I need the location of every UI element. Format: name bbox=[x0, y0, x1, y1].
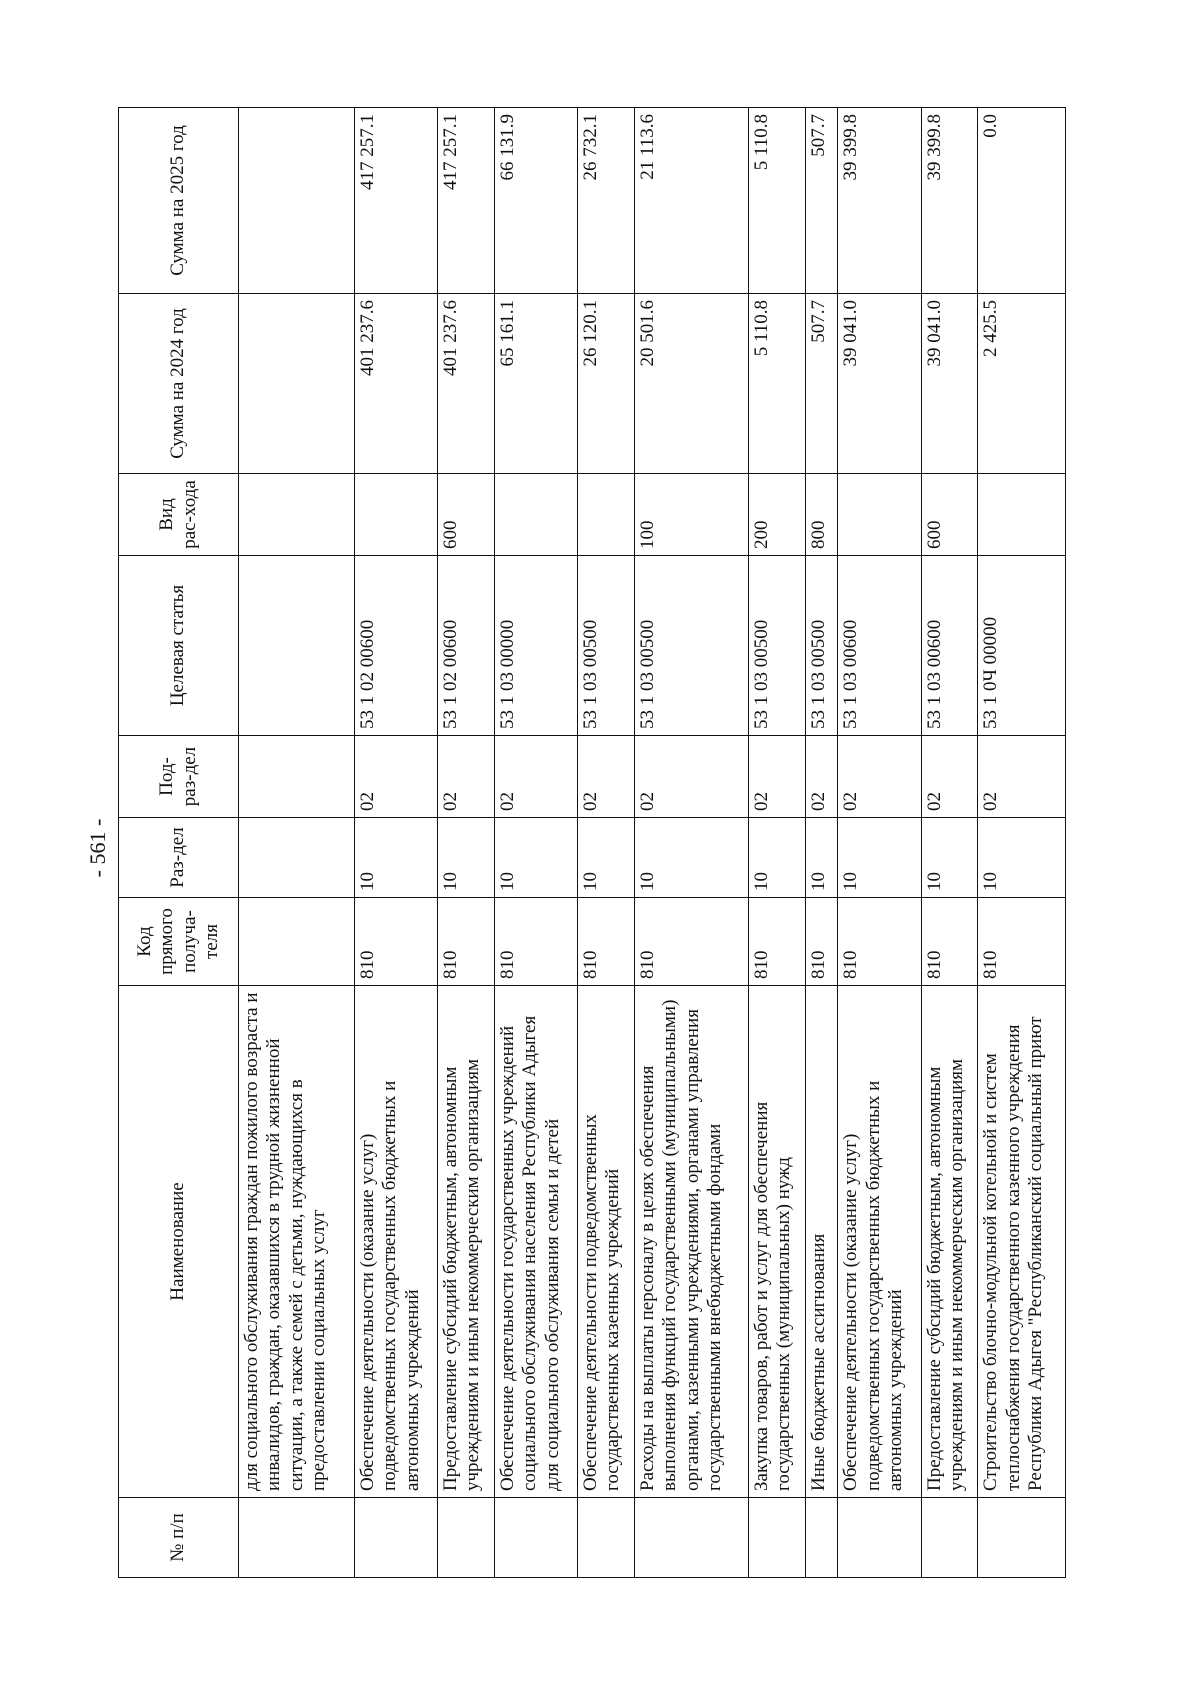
cell-subsection: 02 bbox=[494, 736, 577, 818]
cell-code: 810 bbox=[494, 898, 577, 986]
cell-subsection: 02 bbox=[438, 736, 495, 818]
cell-section: 10 bbox=[838, 818, 921, 898]
cell-sum-2025: 5 110.8 bbox=[748, 108, 805, 294]
cell-exp-type bbox=[578, 474, 635, 556]
cell-sum-2024: 507.7 bbox=[805, 294, 838, 474]
table-row bbox=[239, 108, 355, 1578]
cell-num bbox=[494, 1498, 577, 1578]
cell-exp-type: 800 bbox=[805, 474, 838, 556]
cell-target: 53 1 03 00500 bbox=[578, 556, 635, 736]
budget-table bbox=[118, 107, 1066, 1578]
cell-target: 53 1 02 00600 bbox=[438, 556, 495, 736]
cell-subsection: 02 bbox=[578, 736, 635, 818]
table-header-row bbox=[119, 108, 239, 1578]
cell-num bbox=[748, 1498, 805, 1578]
table-row bbox=[438, 108, 495, 1578]
cell-num bbox=[578, 1498, 635, 1578]
header-exp-type: Вид рас-хода bbox=[119, 474, 239, 556]
cell-target: 53 1 03 00000 bbox=[494, 556, 577, 736]
cell-sum-2025: 507.7 bbox=[805, 108, 838, 294]
cell-num bbox=[239, 1498, 355, 1578]
cell-exp-type: 100 bbox=[634, 474, 748, 556]
cell-exp-type bbox=[978, 474, 1066, 556]
cell-subsection bbox=[239, 736, 355, 818]
cell-subsection: 02 bbox=[354, 736, 437, 818]
cell-target: 53 1 03 00500 bbox=[634, 556, 748, 736]
cell-section: 10 bbox=[978, 818, 1066, 898]
cell-exp-type bbox=[354, 474, 437, 556]
cell-sum-2025: 417 257.1 bbox=[354, 108, 437, 294]
cell-section: 10 bbox=[921, 818, 978, 898]
cell-name: Обеспечение деятельности (оказание услуг) подведомственных государственных бюджетных и автономных учреждений bbox=[838, 986, 921, 1498]
cell-sum-2025: 39 399.8 bbox=[838, 108, 921, 294]
cell-sum-2024: 401 237.6 bbox=[354, 294, 437, 474]
cell-target: 53 1 03 00600 bbox=[838, 556, 921, 736]
cell-name: Строительство блочно-модульной котельной и систем теплоснабжения государственного казенного учреждения Республики Адыгея "Республиканский социальный приют bbox=[978, 986, 1066, 1498]
cell-target bbox=[239, 556, 355, 736]
cell-sum-2024 bbox=[239, 294, 355, 474]
cell-name: Иные бюджетные ассигнования bbox=[805, 986, 838, 1498]
header-subsection: Под-раз-дел bbox=[119, 736, 239, 818]
cell-exp-type: 600 bbox=[438, 474, 495, 556]
cell-sum-2024: 401 237.6 bbox=[438, 294, 495, 474]
cell-sum-2024: 65 161.1 bbox=[494, 294, 577, 474]
cell-sum-2025: 26 732.1 bbox=[578, 108, 635, 294]
table-row bbox=[838, 108, 921, 1578]
header-num: № п/п bbox=[119, 1498, 239, 1578]
cell-sum-2025: 0.0 bbox=[978, 108, 1066, 294]
cell-code: 810 bbox=[354, 898, 437, 986]
cell-target: 53 1 0Ч 00000 bbox=[978, 556, 1066, 736]
table-row bbox=[354, 108, 437, 1578]
cell-code: 810 bbox=[748, 898, 805, 986]
cell-sum-2024: 20 501.6 bbox=[634, 294, 748, 474]
page-number-text: - 561 - bbox=[85, 818, 110, 878]
cell-name: Закупка товаров, работ и услуг для обеспечения государственных (муниципальных) нужд bbox=[748, 986, 805, 1498]
cell-target: 53 1 03 00500 bbox=[805, 556, 838, 736]
cell-sum-2025: 66 131.9 bbox=[494, 108, 577, 294]
cell-code: 810 bbox=[921, 898, 978, 986]
cell-exp-type bbox=[494, 474, 577, 556]
budget-table-container bbox=[118, 108, 1066, 1578]
cell-code: 810 bbox=[634, 898, 748, 986]
cell-target: 53 1 03 00500 bbox=[748, 556, 805, 736]
cell-sum-2025 bbox=[239, 108, 355, 294]
cell-subsection: 02 bbox=[748, 736, 805, 818]
cell-subsection: 02 bbox=[634, 736, 748, 818]
cell-code bbox=[239, 898, 355, 986]
cell-name: Предоставление субсидий бюджетным, автономным учреждениям и иным некоммерческим организациям bbox=[921, 986, 978, 1498]
cell-name: Обеспечение деятельности государственных учреждений социального обслуживания населения Республики Адыгея для социального обслуживания семьи и детей bbox=[494, 986, 577, 1498]
cell-subsection: 02 bbox=[921, 736, 978, 818]
cell-exp-type bbox=[838, 474, 921, 556]
cell-code: 810 bbox=[978, 898, 1066, 986]
cell-name: Обеспечение деятельности подведомственных государственных казенных учреждений bbox=[578, 986, 635, 1498]
cell-num bbox=[921, 1498, 978, 1578]
cell-sum-2024: 26 120.1 bbox=[578, 294, 635, 474]
cell-sum-2025: 39 399.8 bbox=[921, 108, 978, 294]
cell-sum-2024: 2 425.5 bbox=[978, 294, 1066, 474]
cell-section: 10 bbox=[805, 818, 838, 898]
table-row bbox=[494, 108, 577, 1578]
table-row bbox=[978, 108, 1066, 1578]
cell-section: 10 bbox=[634, 818, 748, 898]
cell-code: 810 bbox=[838, 898, 921, 986]
header-sum-2024: Сумма на 2024 год bbox=[119, 294, 239, 474]
header-name: Наименование bbox=[119, 986, 239, 1498]
cell-sum-2024: 39 041.0 bbox=[921, 294, 978, 474]
table-row bbox=[805, 108, 838, 1578]
cell-code: 810 bbox=[578, 898, 635, 986]
header-target: Целевая статья bbox=[119, 556, 239, 736]
cell-section: 10 bbox=[438, 818, 495, 898]
header-sum-2025: Сумма на 2025 год bbox=[119, 108, 239, 294]
cell-num bbox=[838, 1498, 921, 1578]
cell-code: 810 bbox=[438, 898, 495, 986]
table-row bbox=[578, 108, 635, 1578]
cell-name: для социального обслуживания граждан пожилого возраста и инвалидов, граждан, оказавшихся в трудной жизненной ситуации, а также семей с детьми, нуждающихся в предоставлении социальных услуг bbox=[239, 986, 355, 1498]
cell-num bbox=[805, 1498, 838, 1578]
cell-section bbox=[239, 818, 355, 898]
cell-num bbox=[978, 1498, 1066, 1578]
cell-exp-type: 200 bbox=[748, 474, 805, 556]
cell-section: 10 bbox=[748, 818, 805, 898]
cell-code: 810 bbox=[805, 898, 838, 986]
cell-exp-type: 600 bbox=[921, 474, 978, 556]
cell-section: 10 bbox=[354, 818, 437, 898]
cell-target: 53 1 02 00600 bbox=[354, 556, 437, 736]
cell-target: 53 1 03 00600 bbox=[921, 556, 978, 736]
cell-sum-2024: 39 041.0 bbox=[838, 294, 921, 474]
cell-subsection: 02 bbox=[838, 736, 921, 818]
cell-sum-2024: 5 110.8 bbox=[748, 294, 805, 474]
cell-section: 10 bbox=[578, 818, 635, 898]
cell-sum-2025: 417 257.1 bbox=[438, 108, 495, 294]
cell-name: Предоставление субсидий бюджетным, автономным учреждениям и иным некоммерческим организациям bbox=[438, 986, 495, 1498]
header-section: Раз-дел bbox=[119, 818, 239, 898]
cell-subsection: 02 bbox=[805, 736, 838, 818]
table-row bbox=[634, 108, 748, 1578]
cell-num bbox=[438, 1498, 495, 1578]
cell-sum-2025: 21 113.6 bbox=[634, 108, 748, 294]
table-row bbox=[748, 108, 805, 1578]
cell-num bbox=[634, 1498, 748, 1578]
table-row bbox=[921, 108, 978, 1578]
cell-exp-type bbox=[239, 474, 355, 556]
header-code: Код прямого получа-теля bbox=[119, 898, 239, 986]
cell-section: 10 bbox=[494, 818, 577, 898]
cell-name: Расходы на выплаты персоналу в целях обеспечения выполнения функций государственными (муниципальными) органами, казенными учреждениями, органами управления государственными внебюджетными фондами bbox=[634, 986, 748, 1498]
cell-name: Обеспечение деятельности (оказание услуг) подведомственных государственных бюджетных и автономных учреждений bbox=[354, 986, 437, 1498]
cell-subsection: 02 bbox=[978, 736, 1066, 818]
page-number bbox=[78, 808, 118, 888]
cell-num bbox=[354, 1498, 437, 1578]
